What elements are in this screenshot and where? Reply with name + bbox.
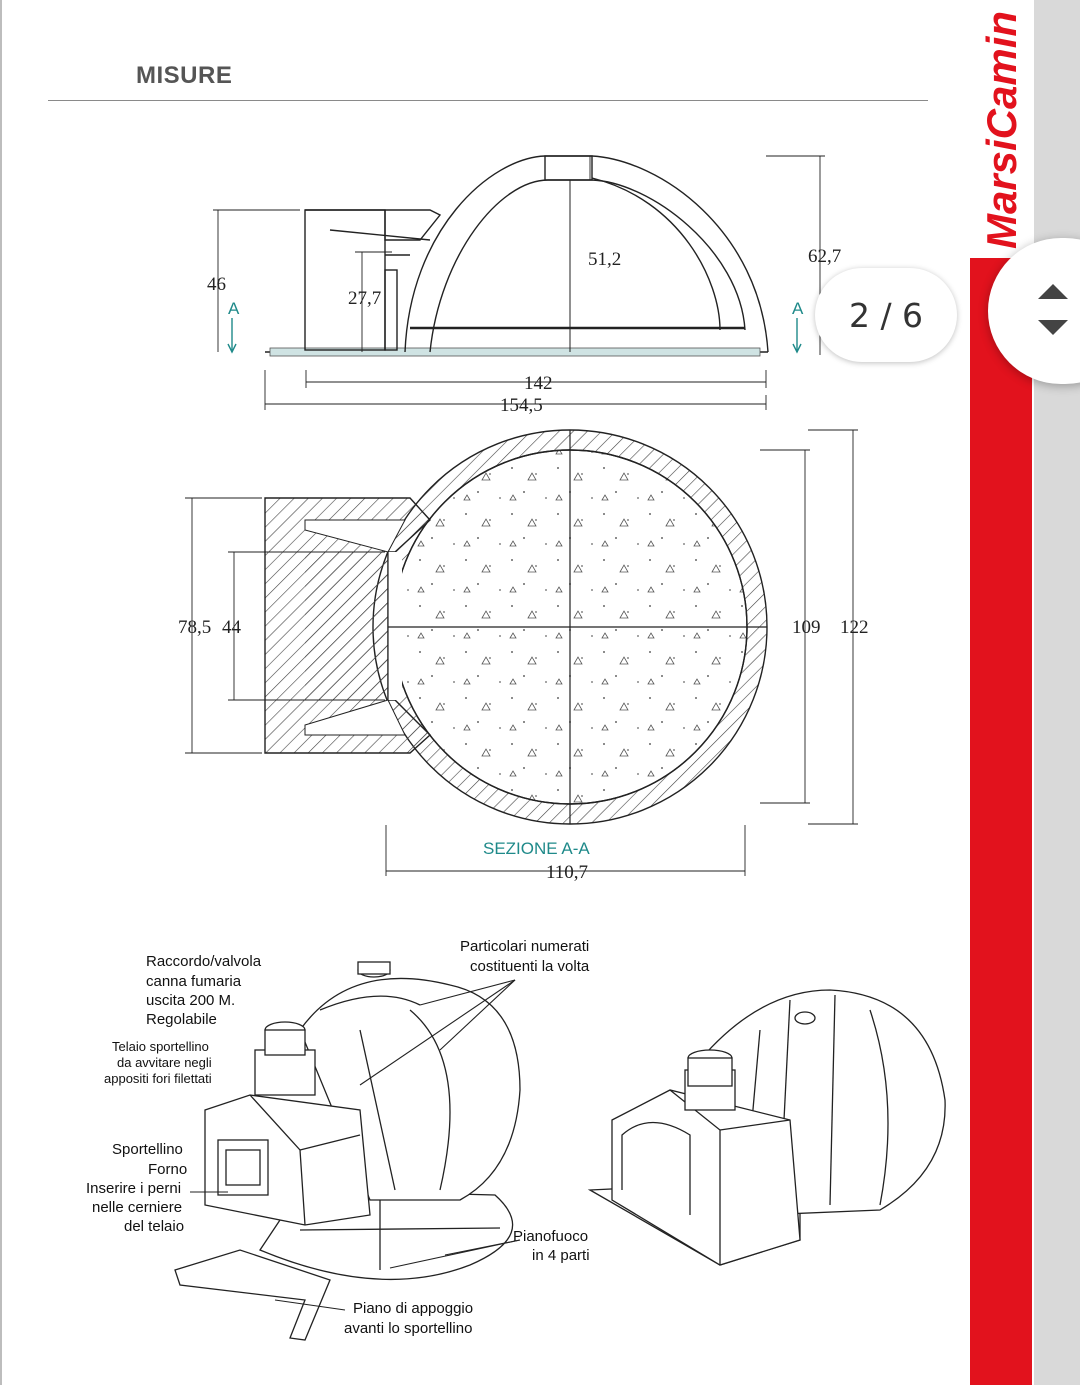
label-flue-4: Regolabile (146, 1011, 217, 1028)
section-label: SEZIONE A-A (483, 839, 590, 858)
dim-dome-total: 62,7 (808, 246, 842, 267)
label-flue-3: uscita 200 M. (146, 992, 236, 1009)
label-hearth-1: Pianofuoco (513, 1228, 589, 1245)
label-door-frame-1: Telaio sportellino (112, 1039, 209, 1054)
label-vault-1: Particolari numerati (460, 938, 590, 955)
label-door-frame-2: da avvitare negli (117, 1055, 212, 1070)
label-door-1: Sportellino (112, 1141, 183, 1158)
dim-mouth-outer: 78,5 (178, 617, 212, 638)
label-flue-2: canna fumaria (146, 973, 242, 990)
plan-view (185, 430, 858, 876)
section-mark-left: A (228, 299, 240, 318)
dim-height-left: 46 (207, 274, 226, 295)
label-shelf-2: avanti lo sportellino (344, 1320, 473, 1337)
page-title: MISURE (136, 62, 233, 89)
label-hearth-2: in 4 parti (532, 1247, 590, 1264)
label-vault-2: costituenti la volta (470, 958, 590, 975)
page-indicator: 2 / 6 (815, 268, 957, 362)
dim-dome-inner: 51,2 (588, 249, 622, 270)
label-hinge-1: Inserire i perni (86, 1180, 182, 1197)
dim-inner-diameter: 109 (792, 617, 821, 638)
triangle-up-icon (1038, 284, 1068, 299)
section-mark-right: A (792, 299, 804, 318)
label-door-frame-3: appositi fori filettati (104, 1071, 212, 1086)
side-view (213, 156, 825, 410)
label-hinge-2: nelle cerniere (92, 1199, 183, 1216)
dim-length-inner: 142 (524, 373, 553, 394)
label-hinge-3: del telaio (124, 1218, 185, 1235)
dim-length-total: 154,5 (500, 395, 543, 416)
label-flue-1: Raccordo/valvola (146, 953, 262, 970)
label-shelf-1: Piano di appoggio (353, 1300, 474, 1317)
exploded-oven-illustration (175, 962, 520, 1340)
brand-name: MarsiCamin (978, 10, 1025, 250)
label-door-2: Forno (148, 1161, 188, 1178)
assembled-oven-illustration (590, 990, 945, 1265)
dim-mouth-inner: 44 (222, 617, 241, 638)
triangle-down-icon (1038, 320, 1068, 335)
dim-height-inner: 27,7 (348, 288, 382, 309)
dim-width: 110,7 (546, 862, 589, 883)
dim-outer-diameter: 122 (840, 617, 869, 638)
